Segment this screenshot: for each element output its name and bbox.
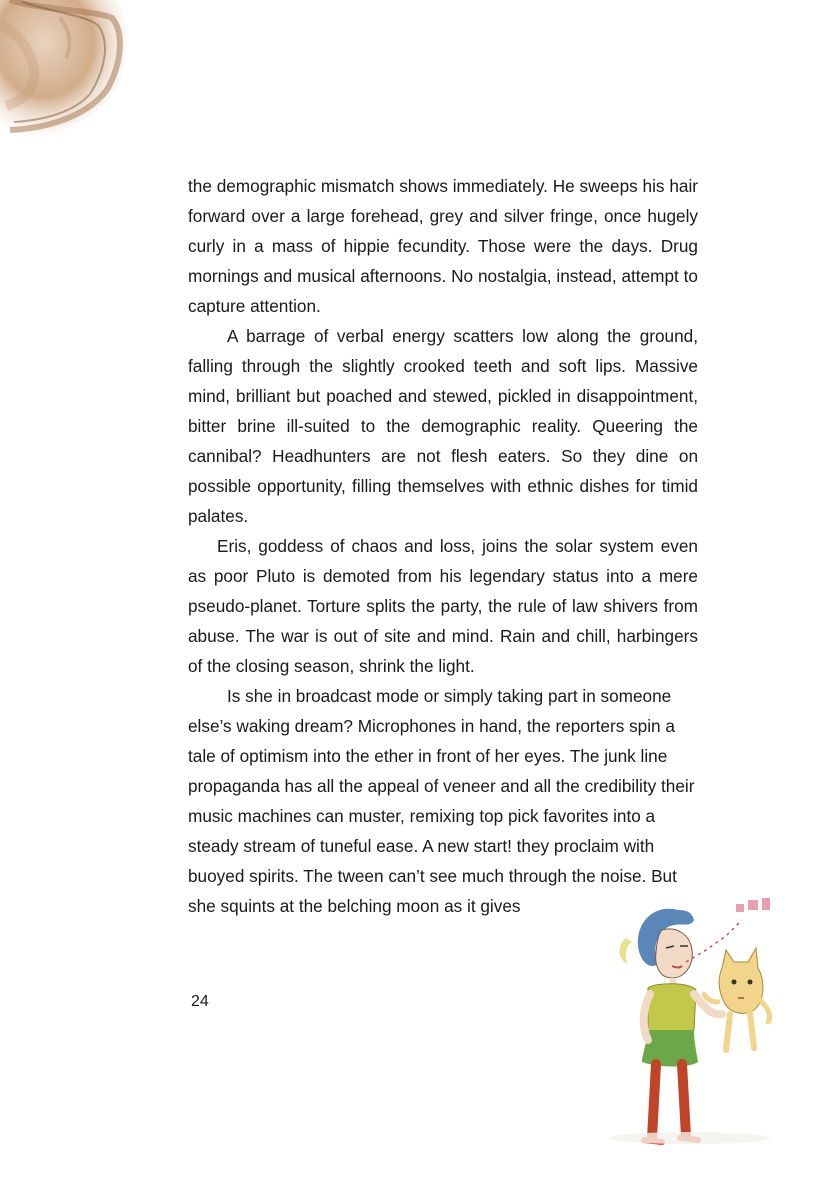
- paragraph: A barrage of verbal energy scatters low along the ground, falling through the slightly crooked teeth and soft lips. Massive mind, brilliant but poached and stewed, pickled in disappointment, bitter brine ill-suited to the demographic reality. Queering the cannibal? Headhunters are not flesh eaters. So they dine on possible opportunity, filling themselves with ethnic dishes for timid palates.: [188, 326, 698, 526]
- paragraph: Is she in broadcast mode or simply taking part in someone else’s waking dream? Microphones in hand, the reporters spin a tale of optimism into the ether in front of her eyes. The junk line propaganda has all the appeal of veneer and all the credibility their music machines can muster, remixing top pick favorites into a steady stream of tuneful ease. A new start! they proclaim with buoyed spirits. The tween can’t see much through the noise. But she squints at the belching moon as it gives: [188, 686, 695, 916]
- girl-and-cat-illustration: [586, 890, 786, 1150]
- page-number: 24: [191, 993, 209, 1010]
- body-text: [188, 171, 698, 921]
- paragraph: Eris, goddess of chaos and loss, joins the solar system even as poor Pluto is demoted from his legendary status into a mere pseudo-planet. Torture splits the party, the rule of law shivers from abuse. The war is out of site and mind. Rain and chill, harbingers of the closing season, shrink the light.: [188, 536, 698, 676]
- paragraph: the demographic mismatch shows immediately. He sweeps his hair forward over a large forehead, grey and silver fringe, once hugely curly in a mass of hippie fecundity. Those were the days. Drug mornings and musical afternoons. No nostalgia, instead, attempt to capture attention.: [188, 176, 698, 316]
- corner-watercolor-illustration: [0, 0, 150, 150]
